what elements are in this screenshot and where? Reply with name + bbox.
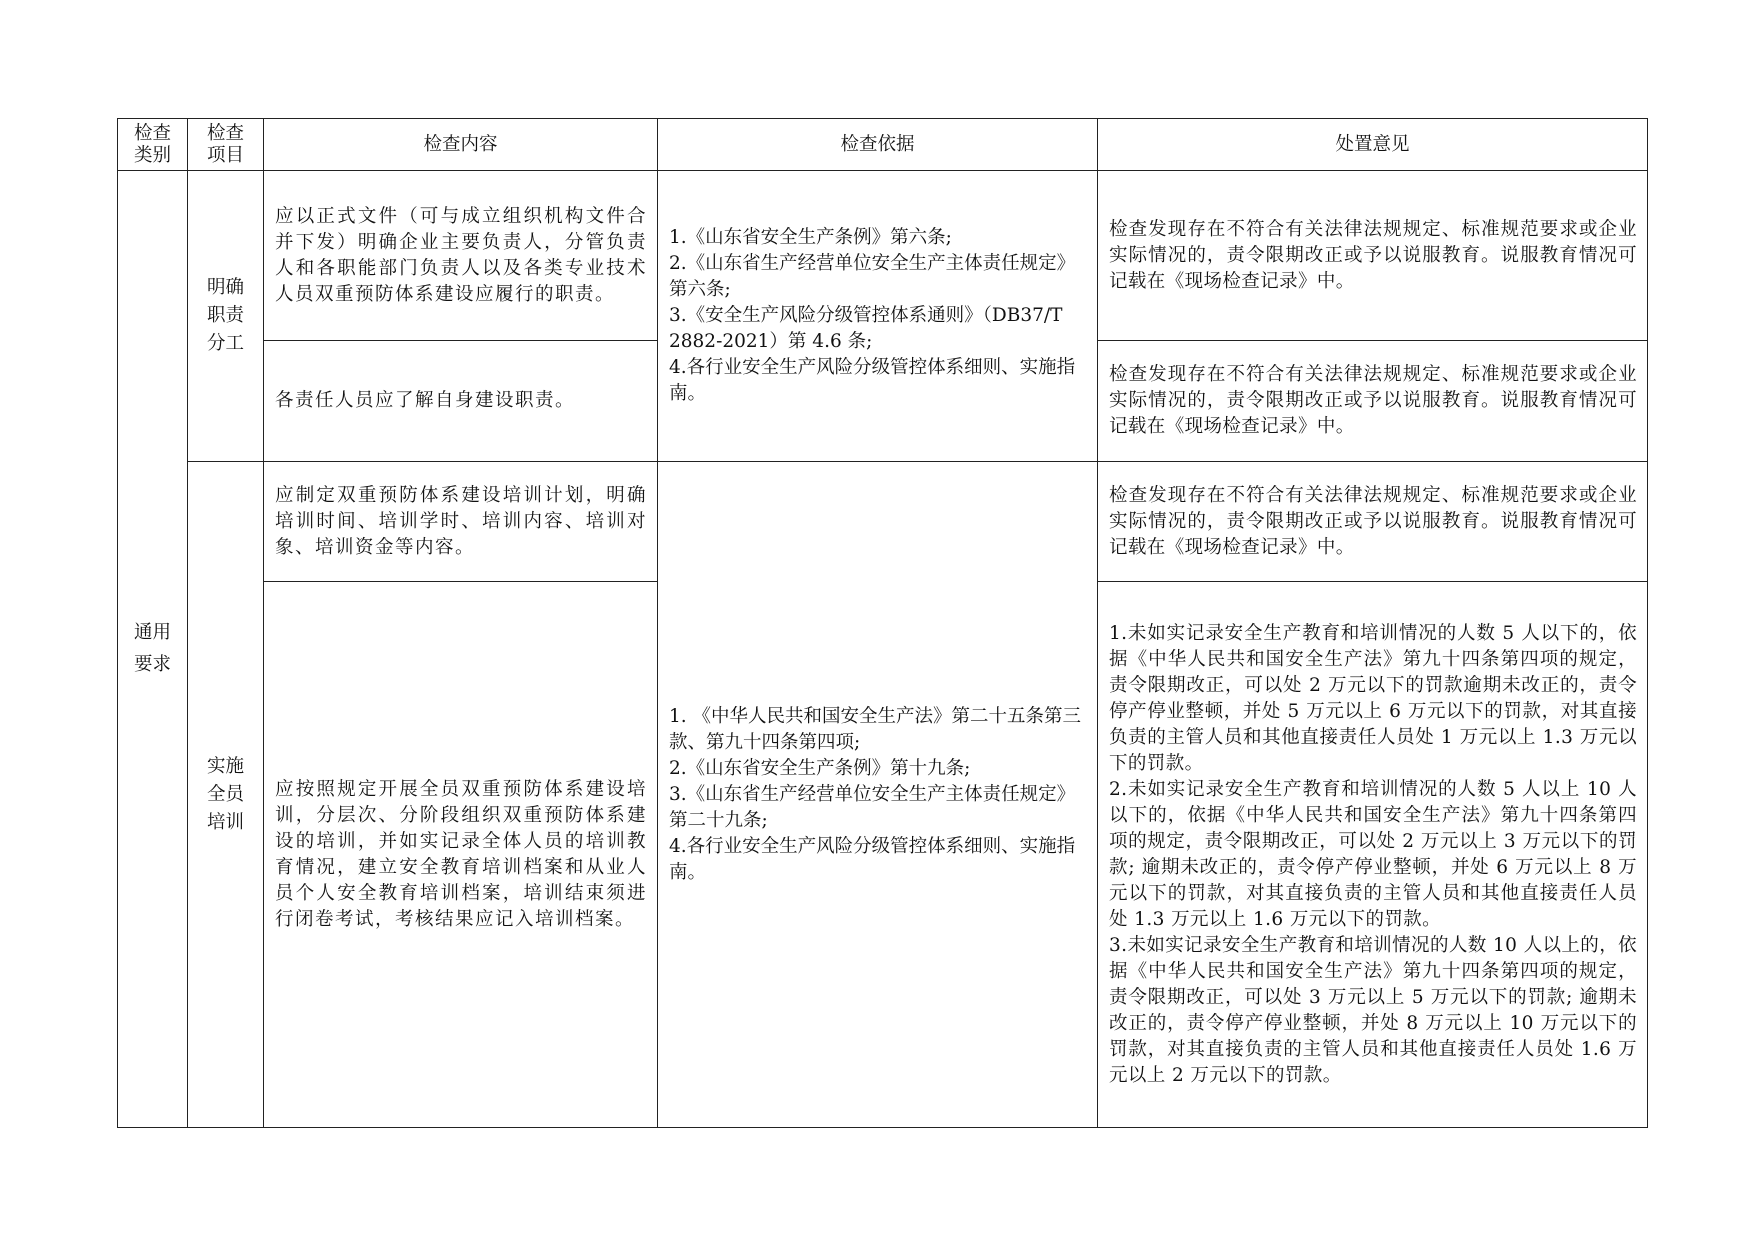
content-cell: 应制定双重预防体系建设培训计划，明确培训时间、培训学时、培训内容、培训对象、培训资金等内容。 bbox=[264, 462, 658, 582]
opinion-cell bbox=[1098, 582, 1648, 1128]
item-clarify-duties bbox=[188, 171, 264, 462]
opinion-cell: 检查发现存在不符合有关法律法规规定、标准规范要求或企业实际情况的，责令限期改正或予以说服教育。说服教育情况可记载在《现场检查记录》中。 bbox=[1098, 171, 1648, 341]
basis-line: 2.《山东省安全生产条例》第十九条; bbox=[669, 757, 971, 779]
item-line: 实施 bbox=[206, 755, 244, 777]
basis-line: 1.《山东省安全生产条例》第六条; bbox=[669, 227, 952, 248]
basis-line: 1. 《中华人民共和国安全生产法》第二十五条第三款、第九十四条第四项; bbox=[669, 705, 1082, 753]
opinion-cell: 检查发现存在不符合有关法律法规规定、标准规范要求或企业实际情况的，责令限期改正或予以说服教育。说服教育情况可记载在《现场检查记录》中。 bbox=[1098, 462, 1648, 582]
basis-line: 4.各行业安全生产风险分级管控体系细则、实施指南。 bbox=[669, 357, 1076, 404]
item-line: 培训 bbox=[206, 811, 244, 833]
item-full-staff-training bbox=[188, 462, 264, 1128]
opinion-item: 1.未如实记录安全生产教育和培训情况的人数 5 人以下的，依据《中华人民共和国安全生产法》第九十四条第四项的规定，责令限期改正，可以处 2 万元以下的罚款逾期未改正的，责令停产停业整顿，并处 5 万元以上 6 万元以下的罚款，对其直接负责的主管人员和其他直接责任人员处 1 万元以上 1.3 万元以下的罚款。 bbox=[1109, 622, 1637, 774]
category-line: 要求 bbox=[133, 654, 171, 675]
header-item-line: 项目 bbox=[206, 144, 244, 166]
header-category-line: 检查 bbox=[133, 122, 171, 144]
header-opinion: 处置意见 bbox=[1098, 119, 1648, 171]
item-line: 全员 bbox=[206, 783, 244, 805]
header-basis: 检查依据 bbox=[658, 119, 1098, 171]
item-line: 明确 bbox=[206, 277, 244, 298]
category-line: 通用 bbox=[133, 622, 171, 643]
header-item-line: 检查 bbox=[206, 122, 244, 144]
opinion-cell: 检查发现存在不符合有关法律法规规定、标准规范要求或企业实际情况的，责令限期改正或予以说服教育。说服教育情况可记载在《现场检查记录》中。 bbox=[1098, 341, 1648, 462]
header-row bbox=[118, 119, 1648, 171]
header-category bbox=[118, 119, 188, 171]
table-row bbox=[118, 462, 1648, 582]
header-content: 检查内容 bbox=[264, 119, 658, 171]
category-general bbox=[118, 171, 188, 1128]
content-cell: 应按照规定开展全员双重预防体系建设培训，分层次、分阶段组织双重预防体系建设的培训，并如实记录全体人员的培训教育情况，建立安全教育培训档案和从业人员个人安全教育培训档案，培训结束须进行闭卷考试，考核结果应记入培训档案。 bbox=[264, 582, 658, 1128]
header-item bbox=[188, 119, 264, 171]
basis-cell bbox=[658, 171, 1098, 462]
inspection-table bbox=[117, 118, 1648, 1128]
basis-cell bbox=[658, 462, 1098, 1128]
content-cell: 应以正式文件（可与成立组织机构文件合并下发）明确企业主要负责人，分管负责人和各职能部门负责人以及各类专业技术人员双重预防体系建设应履行的职责。 bbox=[264, 171, 658, 341]
content-cell: 各责任人员应了解自身建设职责。 bbox=[264, 341, 658, 462]
table-row bbox=[118, 171, 1648, 341]
basis-line: 2.《山东省生产经营单位安全生产主体责任规定》第六条; bbox=[669, 253, 1076, 300]
item-line: 职责 bbox=[206, 305, 244, 326]
item-line: 分工 bbox=[206, 333, 244, 354]
basis-line: 4.各行业安全生产风险分级管控体系细则、实施指南。 bbox=[669, 835, 1076, 883]
opinion-item: 2.未如实记录安全生产教育和培训情况的人数 5 人以上 10 人以下的，依据《中华人民共和国安全生产法》第九十四条第四项的规定，责令限期改正，可以处 2 万元以上 3 万元以下的罚款; 逾期未改正的，责令停产停业整顿，并处 6 万元以上 8 万元以下的罚款，对其直接负责的主管人员和其他直接责任人员处 1.3 万元以上 1.6 万元以下的罚款。 bbox=[1109, 778, 1637, 930]
opinion-item: 3.未如实记录安全生产教育和培训情况的人数 10 人以上的，依据《中华人民共和国安全生产法》第九十四条第四项的规定，责令限期改正，可以处 3 万元以上 5 万元以下的罚款; 逾期未改正的，责令停产停业整顿，并处 8 万元以上 10 万元以下的罚款，对其直接负责的主管人员和其他直接责任人员处 1.6 万元以上 2 万元以下的罚款。 bbox=[1109, 934, 1637, 1086]
header-category-line: 类别 bbox=[133, 144, 171, 166]
basis-line: 3.《安全生产风险分级管控体系通则》（DB37/T 2882-2021）第 4.6 条; bbox=[669, 305, 1063, 352]
basis-line: 3.《山东省生产经营单位安全生产主体责任规定》第二十九条; bbox=[669, 783, 1076, 831]
